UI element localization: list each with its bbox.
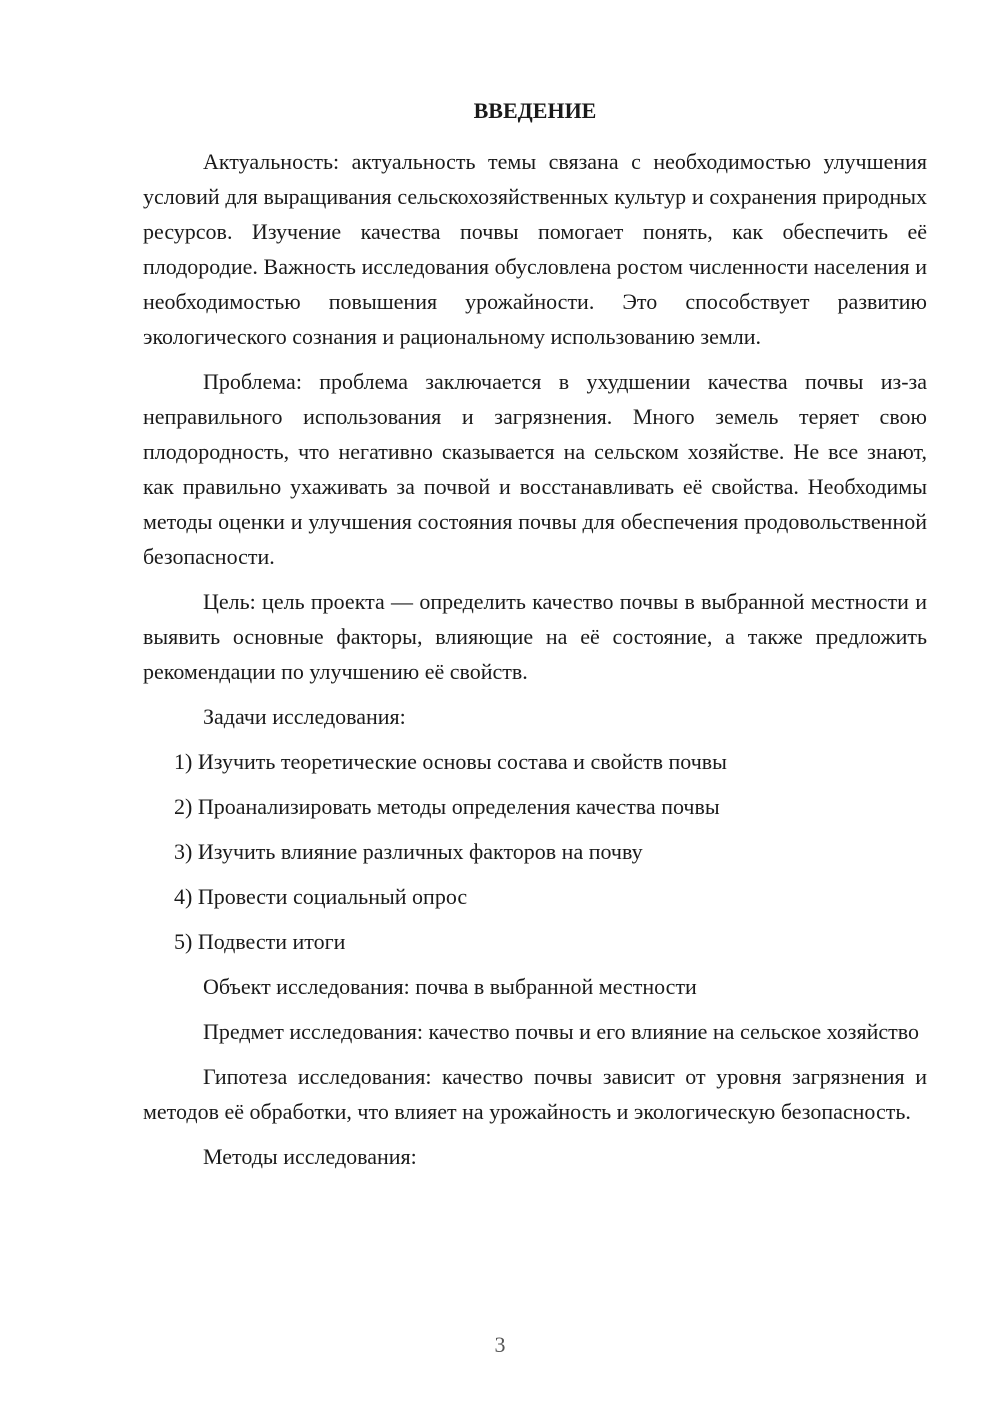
problem-paragraph: Проблема: проблема заключается в ухудшении качества почвы из-за неправильного использования и загрязнения. Много земель теряет свою плодородность, что негативно сказывается на сельском хозяйстве. Не все знают, как правильно ухаживать за почвой и восстанавливать её свойства. Необходимы методы оценки и улучшения состояния почвы для обеспечения продовольственной безопасности. <box>143 369 927 569</box>
goal-paragraph: Цель: цель проекта — определить качество почвы в выбранной местности и выявить основные факторы, влияющие на её состояние, а также предложить рекомендации по улучшению её свойств. <box>143 589 927 684</box>
tasks-heading: Задачи исследования: <box>203 704 406 729</box>
research-subject: Предмет исследования: качество почвы и его влияние на сельское хозяйство <box>203 1019 919 1044</box>
document-title: ВВЕДЕНИЕ <box>473 98 597 123</box>
task-item: 2) Проанализировать методы определения качества почвы <box>174 794 720 819</box>
task-item: 3) Изучить влияние различных факторов на почву <box>174 839 643 864</box>
task-item: 5) Подвести итоги <box>174 929 346 954</box>
page-number: 3 <box>494 1332 506 1357</box>
research-hypothesis: Гипотеза исследования: качество почвы зависит от уровня загрязнения и методов её обработки, что влияет на урожайность и экологическую безопасность. <box>143 1064 927 1124</box>
tasks-list <box>143 744 927 959</box>
task-item: 4) Провести социальный опрос <box>174 884 468 909</box>
task-item: 1) Изучить теоретические основы состава и свойств почвы <box>174 749 727 774</box>
relevance-paragraph: Актуальность: актуальность темы связана с необходимостью улучшения условий для выращивания сельскохозяйственных культур и сохранения природных ресурсов. Изучение качества почвы помогает понять, как обеспечить её плодородие. Важность исследования обусловлена ростом численности населения и необходимостью повышения урожайности. Это способствует развитию экологического сознания и рациональному использованию земли. <box>143 149 927 349</box>
methods-heading: Методы исследования: <box>203 1144 417 1169</box>
research-object: Объект исследования: почва в выбранной местности <box>203 974 697 999</box>
document-page <box>143 96 927 1184</box>
